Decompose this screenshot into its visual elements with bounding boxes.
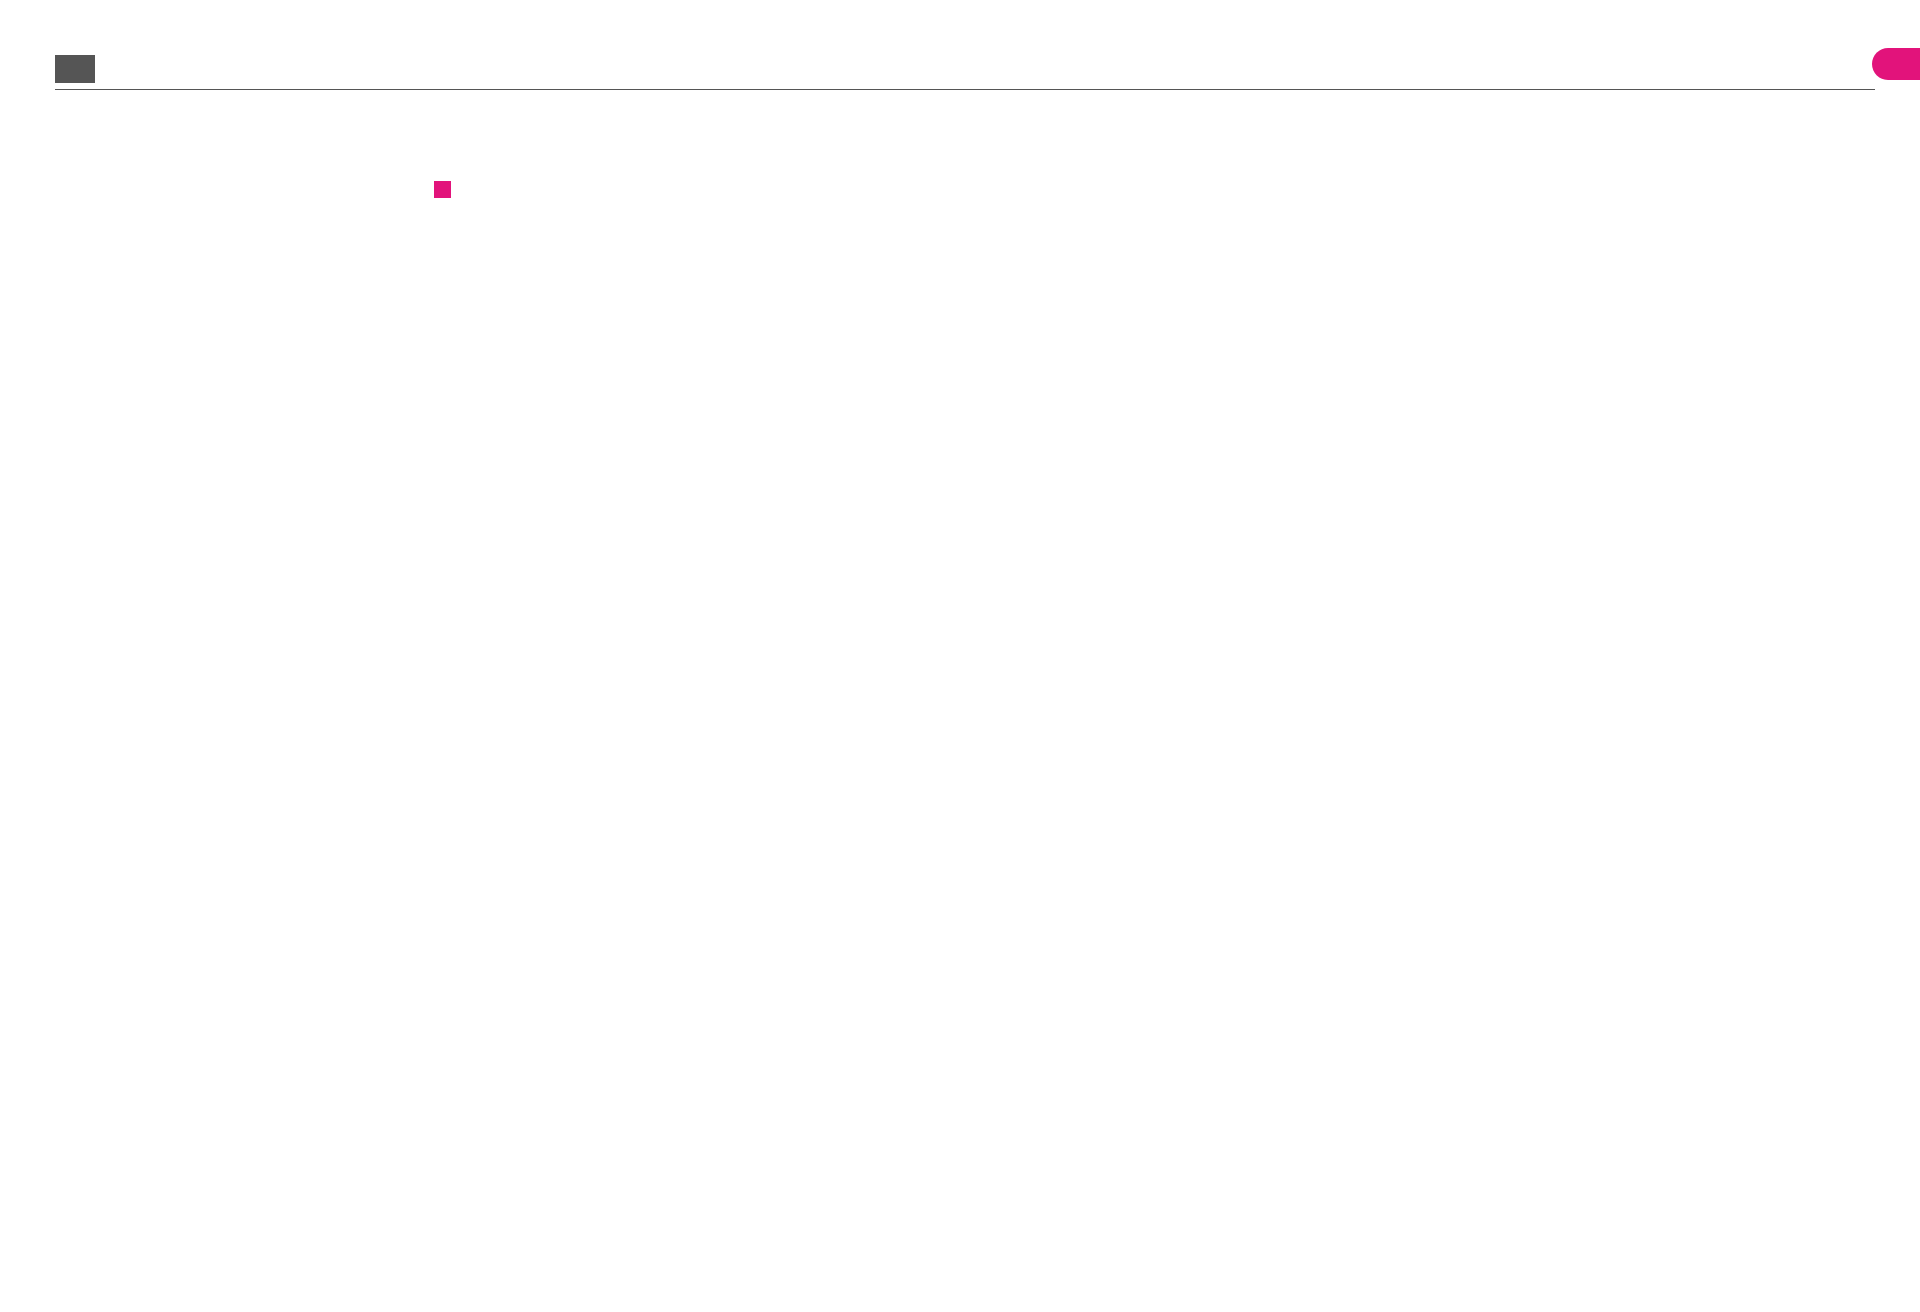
page-header: [0, 0, 1920, 96]
column-1: [80, 170, 455, 209]
header-rule: [55, 89, 1875, 90]
column-4: [1443, 170, 1818, 174]
page-edge-tab: [1872, 48, 1920, 80]
paragraph: [80, 174, 455, 205]
article-end-mark: [434, 181, 451, 198]
column-2: [498, 170, 873, 174]
column-3: [1025, 170, 1400, 184]
magazine-logo: [55, 55, 95, 83]
